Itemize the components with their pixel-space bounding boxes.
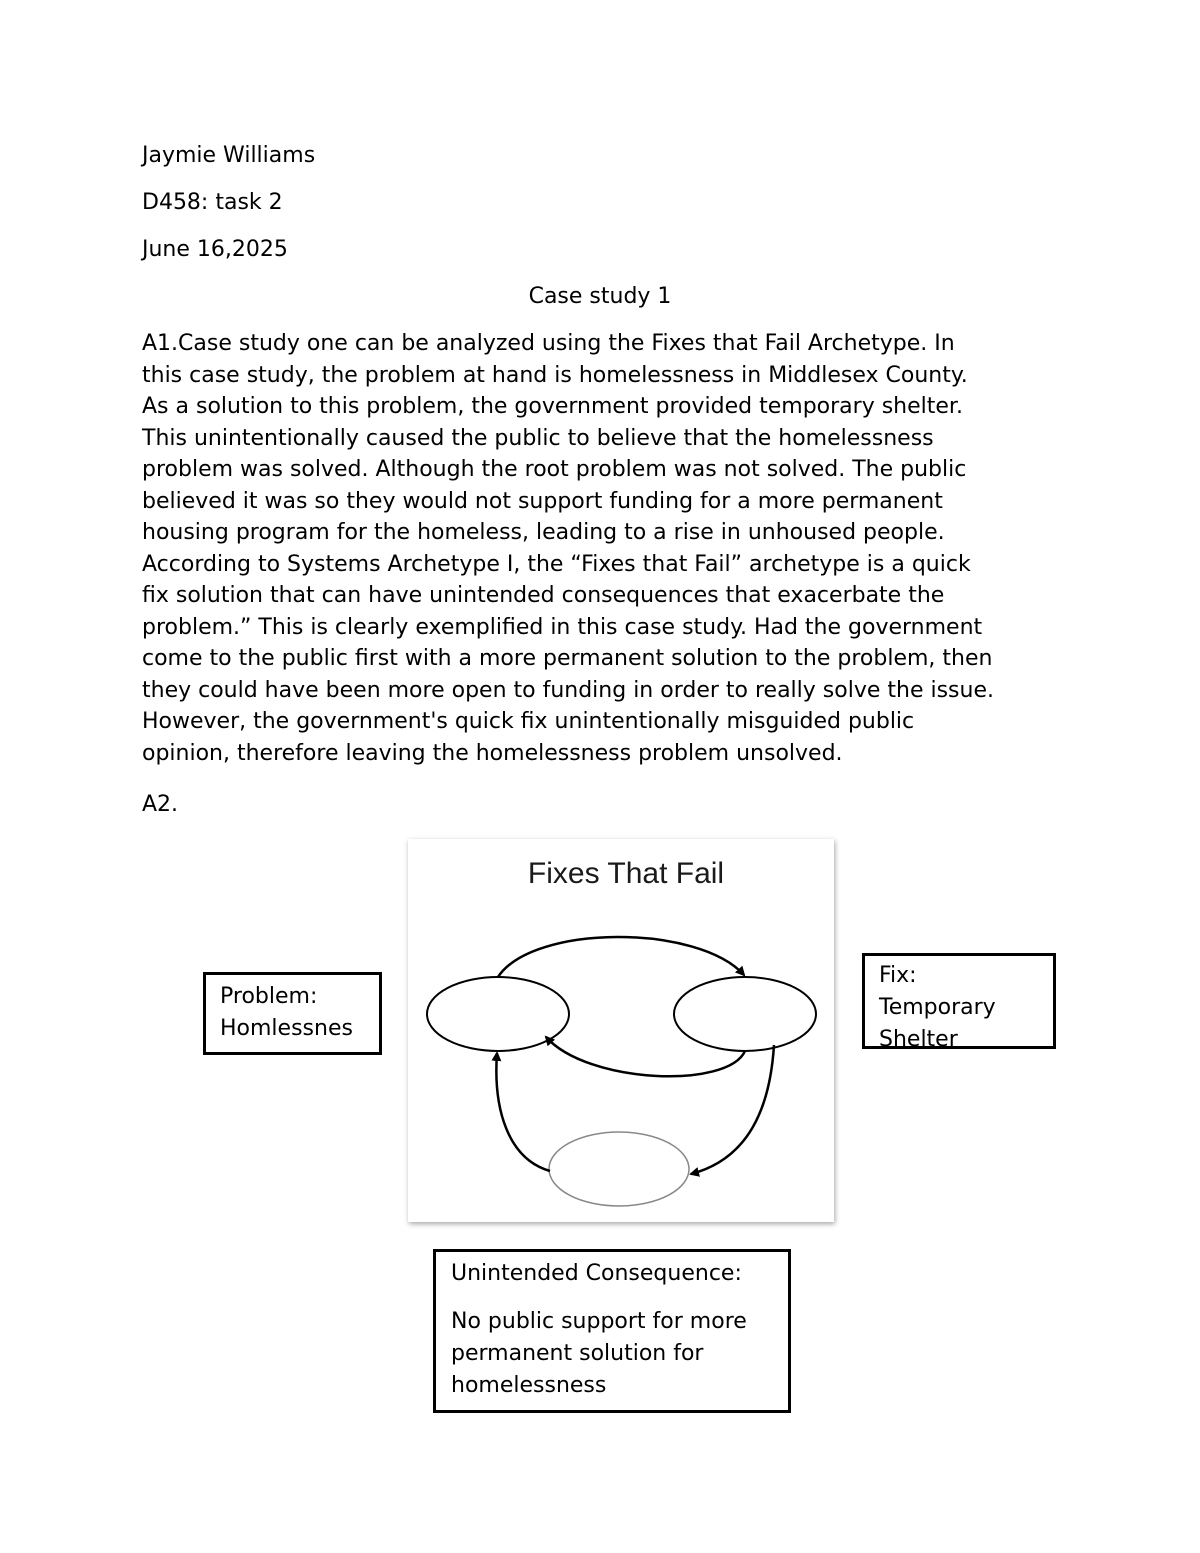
paragraph-line: problem was solved. Although the root problem was not solved. The public bbox=[142, 457, 967, 482]
paragraph-line: they could have been more open to funding in order to really solve the issue. bbox=[142, 677, 994, 703]
fix-text-line2: Shelter bbox=[879, 1027, 958, 1049]
consequence-arrow bbox=[496, 1053, 550, 1171]
paragraph-line: opinion, therefore leaving the homelessness problem unsolved. bbox=[142, 740, 843, 766]
paragraph-line: believed it was so they would not support funding for a more permanent bbox=[142, 488, 943, 514]
paragraph-line: According to Systems Archetype I, the “Fixes that Fail” archetype is a quick bbox=[142, 551, 971, 577]
consequence-text-line2: permanent solution for bbox=[451, 1341, 704, 1366]
paragraph-line: come to the public first with a more permanent solution to the problem, then bbox=[142, 646, 993, 671]
paragraph-line: this case study, the problem at hand is homelessness in Middlesex County. bbox=[142, 362, 968, 388]
fix-label: Fix: bbox=[879, 963, 917, 988]
paragraph-line: housing program for the homeless, leading to a rise in unhoused people. bbox=[142, 520, 945, 545]
consequence-label: Unintended Consequence: bbox=[451, 1261, 742, 1286]
problem-label: Problem: bbox=[220, 984, 318, 1009]
fixes-that-fail-diagram bbox=[408, 839, 834, 1222]
consequence-textbox bbox=[433, 1249, 791, 1413]
problem-text: Homlessnes bbox=[220, 1016, 353, 1041]
consequence-node bbox=[549, 1132, 689, 1206]
problem-textbox bbox=[203, 972, 382, 1055]
fix-arrow bbox=[498, 937, 744, 977]
paragraph-line: However, the government's quick fix unintentionally misguided public bbox=[142, 709, 915, 734]
paragraph-line: As a solution to this problem, the government provided temporary shelter. bbox=[142, 394, 963, 419]
paragraph-a1 bbox=[142, 328, 1072, 769]
course-code: D458: task 2 bbox=[142, 190, 283, 215]
page-title: Case study 1 bbox=[528, 284, 672, 309]
section-a2-label: A2. bbox=[142, 792, 179, 817]
paragraph-line: fix solution that can have unintended consequences that exacerbate the bbox=[142, 583, 945, 608]
diagram-title: Fixes That Fail bbox=[527, 857, 725, 890]
paragraph-line: problem.” This is clearly exemplified in this case study. Had the government bbox=[142, 614, 983, 640]
fix-node bbox=[674, 977, 816, 1051]
balancing-arrow bbox=[546, 1037, 745, 1076]
fix-textbox bbox=[862, 953, 1056, 1049]
consequence-text-line1: No public support for more bbox=[451, 1309, 747, 1334]
paragraph-line: This unintentionally caused the public to believe that the homelessness bbox=[142, 425, 934, 451]
fix-text-line1: Temporary bbox=[879, 995, 996, 1020]
paragraph-line: A1.Case study one can be analyzed using the Fixes that Fail Archetype. In bbox=[142, 331, 955, 356]
consequence-text-line3: homelessness bbox=[451, 1373, 607, 1398]
document-date: June 16,2025 bbox=[142, 237, 288, 262]
diagram-graphic bbox=[408, 839, 834, 1222]
author-name: Jaymie Williams bbox=[142, 143, 316, 168]
